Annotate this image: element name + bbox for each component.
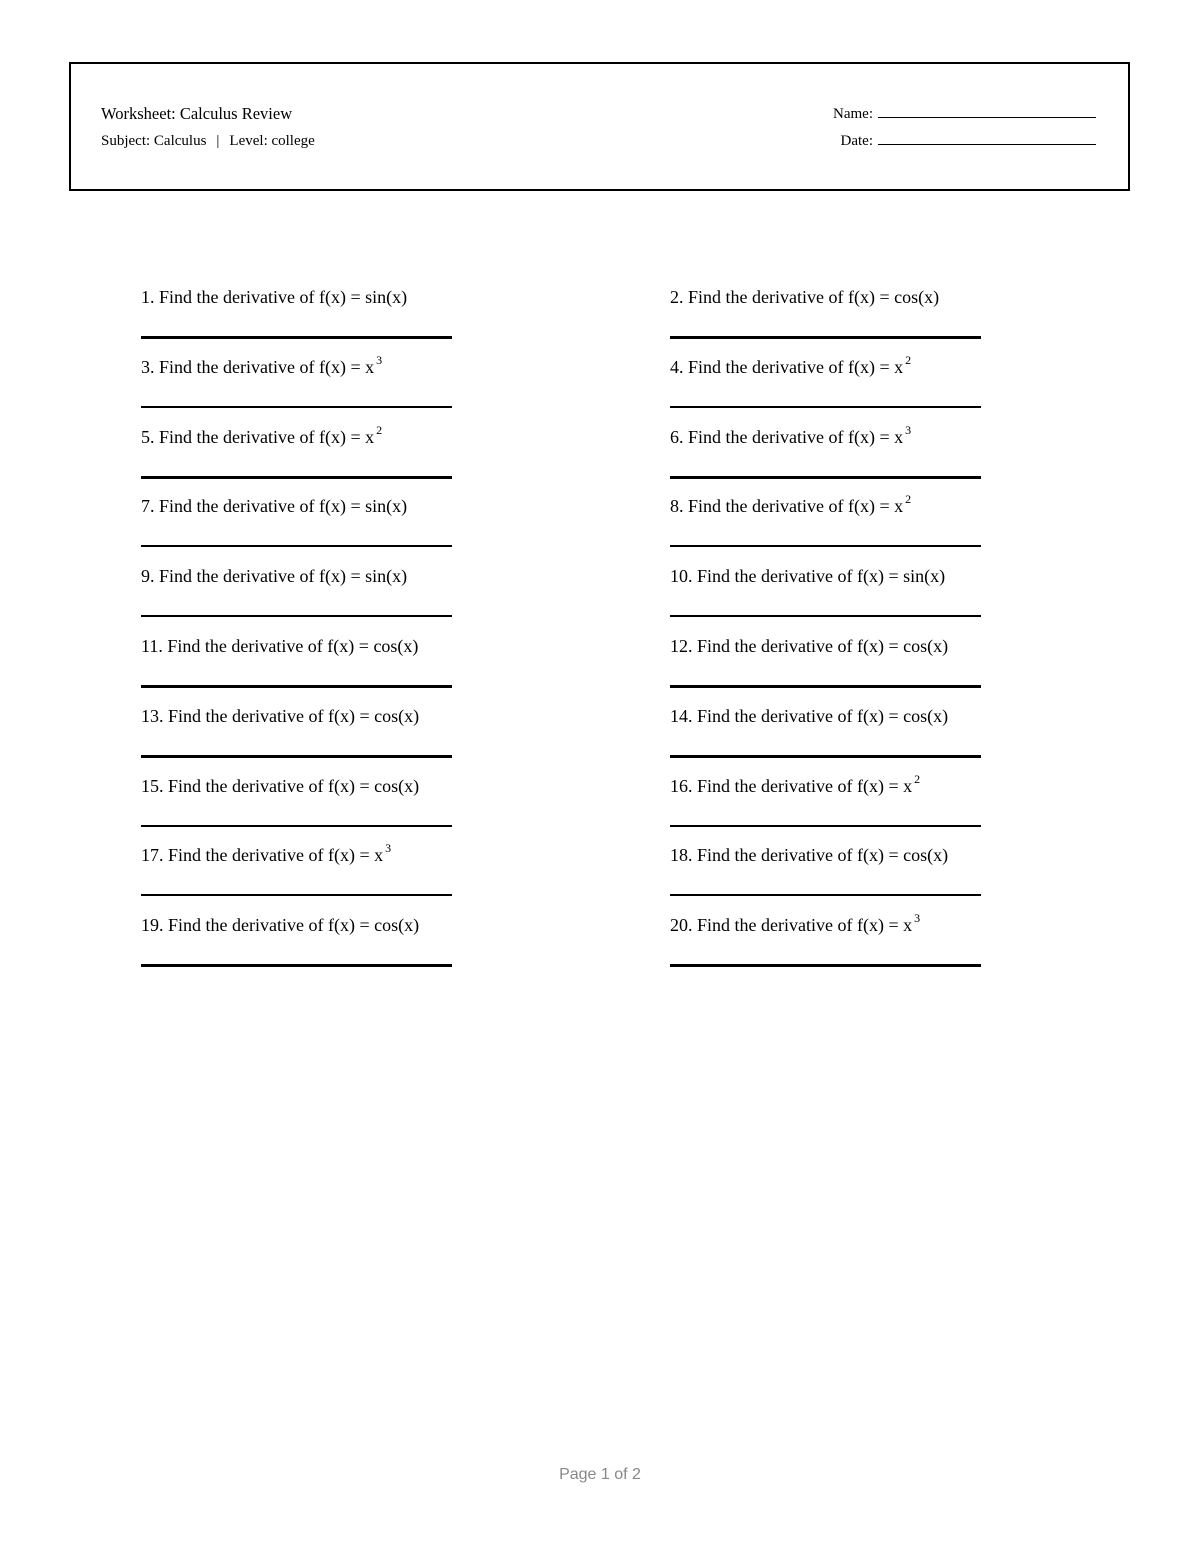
question-number: 13. (141, 705, 164, 726)
question-text (670, 701, 1041, 731)
question-text (670, 352, 1041, 382)
question-item (141, 491, 670, 561)
page-number: Page 1 of 2 (559, 1466, 641, 1483)
question-grid (141, 282, 1041, 980)
name-date-fields (833, 105, 1096, 159)
answer-line[interactable] (670, 336, 981, 339)
answer-line[interactable] (141, 545, 452, 547)
answer-line[interactable] (670, 825, 981, 827)
question-text (670, 840, 1041, 870)
question-prompt: Find the derivative of f(x) = cos(x) (168, 775, 420, 796)
question-text (670, 422, 1041, 452)
question-prompt: Find the derivative of f(x) = sin(x) (159, 496, 408, 517)
question-item (670, 840, 1041, 910)
answer-line[interactable] (141, 894, 452, 896)
answer-line[interactable] (670, 476, 981, 479)
question-prompt: Find the derivative of f(x) = sin(x) (697, 566, 946, 587)
question-number: 19. (141, 915, 164, 936)
question-number: 5. (141, 426, 155, 447)
answer-line[interactable] (141, 476, 452, 479)
answer-line[interactable] (670, 545, 981, 547)
question-prompt: Find the derivative of f(x) = cos(x) (168, 705, 420, 726)
date-row (833, 132, 1096, 150)
exponent: 2 (905, 492, 912, 507)
answer-line[interactable] (670, 755, 981, 758)
question-prompt: Find the derivative of f(x) = x (697, 915, 913, 936)
answer-line[interactable] (141, 336, 452, 339)
question-prompt: Find the derivative of f(x) = x (168, 845, 384, 866)
header-info (101, 104, 315, 150)
question-text (670, 282, 1041, 312)
question-item (670, 491, 1041, 561)
question-prompt: Find the derivative of f(x) = cos(x) (167, 635, 419, 656)
question-number: 2. (670, 287, 684, 307)
question-number: 20. (670, 915, 693, 936)
exponent: 3 (905, 422, 912, 437)
exponent: 2 (376, 422, 383, 437)
subject-label: Subject: Calculus (101, 133, 207, 149)
exponent: 2 (905, 352, 912, 367)
header-separator: | (216, 133, 220, 149)
question-item (670, 631, 1041, 701)
question-number: 3. (141, 356, 155, 377)
question-number: 8. (670, 496, 684, 517)
answer-line[interactable] (141, 755, 452, 758)
date-blank-line[interactable] (878, 132, 1096, 145)
worksheet-title: Worksheet: Calculus Review (101, 104, 293, 123)
question-text (141, 352, 670, 382)
question-item (670, 422, 1041, 492)
question-text (670, 631, 1041, 661)
question-item (670, 701, 1041, 771)
answer-line[interactable] (141, 825, 452, 827)
question-prompt: Find the derivative of f(x) = x (688, 496, 904, 517)
exponent: 3 (376, 352, 383, 367)
question-prompt: Find the derivative of f(x) = x (159, 426, 375, 447)
question-prompt: Find the derivative of f(x) = cos(x) (697, 705, 949, 726)
question-number: 10. (670, 566, 693, 587)
exponent: 3 (914, 911, 921, 926)
answer-line[interactable] (670, 964, 981, 967)
question-text (670, 491, 1041, 521)
answer-line[interactable] (141, 964, 452, 967)
question-text (141, 282, 670, 312)
question-item (141, 352, 670, 422)
question-prompt: Find the derivative of f(x) = x (159, 356, 375, 377)
question-item (141, 282, 670, 352)
question-text (141, 631, 670, 661)
name-row (833, 105, 1096, 123)
question-item (141, 771, 670, 841)
question-item (141, 561, 670, 631)
question-number: 1. (141, 287, 155, 307)
level-label: Level: college (229, 133, 315, 149)
answer-line[interactable] (141, 406, 452, 408)
question-item (141, 840, 670, 910)
date-label: Date: (840, 133, 873, 149)
exponent: 2 (914, 771, 921, 786)
exponent: 3 (385, 841, 392, 856)
name-blank-line[interactable] (878, 105, 1096, 118)
question-prompt: Find the derivative of f(x) = cos(x) (697, 635, 949, 656)
answer-line[interactable] (670, 685, 981, 688)
question-text (141, 701, 670, 731)
question-item (141, 701, 670, 771)
name-label: Name: (833, 106, 873, 122)
answer-line[interactable] (670, 406, 981, 408)
question-text (141, 422, 670, 452)
question-prompt: Find the derivative of f(x) = sin(x) (159, 566, 408, 587)
question-number: 14. (670, 705, 693, 726)
question-text (141, 771, 670, 801)
question-prompt: Find the derivative of f(x) = cos(x) (688, 287, 940, 307)
question-number: 15. (141, 775, 164, 796)
question-text (141, 910, 670, 940)
answer-line[interactable] (670, 894, 981, 896)
subject-level-line (101, 133, 315, 150)
question-number: 11. (141, 635, 163, 656)
question-number: 16. (670, 775, 693, 796)
question-number: 6. (670, 426, 684, 447)
question-item (141, 631, 670, 701)
question-item (670, 910, 1041, 980)
question-prompt: Find the derivative of f(x) = sin(x) (159, 287, 408, 307)
question-item (141, 422, 670, 492)
question-number: 7. (141, 496, 155, 517)
question-item (670, 352, 1041, 422)
question-item (670, 561, 1041, 631)
question-text (670, 561, 1041, 591)
question-prompt: Find the derivative of f(x) = x (697, 775, 913, 796)
question-item (670, 771, 1041, 841)
question-number: 17. (141, 845, 164, 866)
answer-line[interactable] (141, 685, 452, 688)
question-number: 9. (141, 566, 155, 587)
question-text (141, 561, 670, 591)
question-prompt: Find the derivative of f(x) = x (688, 356, 904, 377)
question-item (670, 282, 1041, 352)
worksheet-header (69, 62, 1130, 191)
question-text (141, 491, 670, 521)
question-number: 4. (670, 356, 684, 377)
question-prompt: Find the derivative of f(x) = x (688, 426, 904, 447)
question-text (670, 771, 1041, 801)
question-number: 18. (670, 845, 693, 866)
answer-line[interactable] (141, 615, 452, 617)
question-text (141, 840, 670, 870)
question-number: 12. (670, 635, 693, 656)
question-text (670, 910, 1041, 940)
question-prompt: Find the derivative of f(x) = cos(x) (168, 915, 420, 936)
question-item (141, 910, 670, 980)
question-prompt: Find the derivative of f(x) = cos(x) (697, 845, 949, 866)
answer-line[interactable] (670, 615, 981, 617)
